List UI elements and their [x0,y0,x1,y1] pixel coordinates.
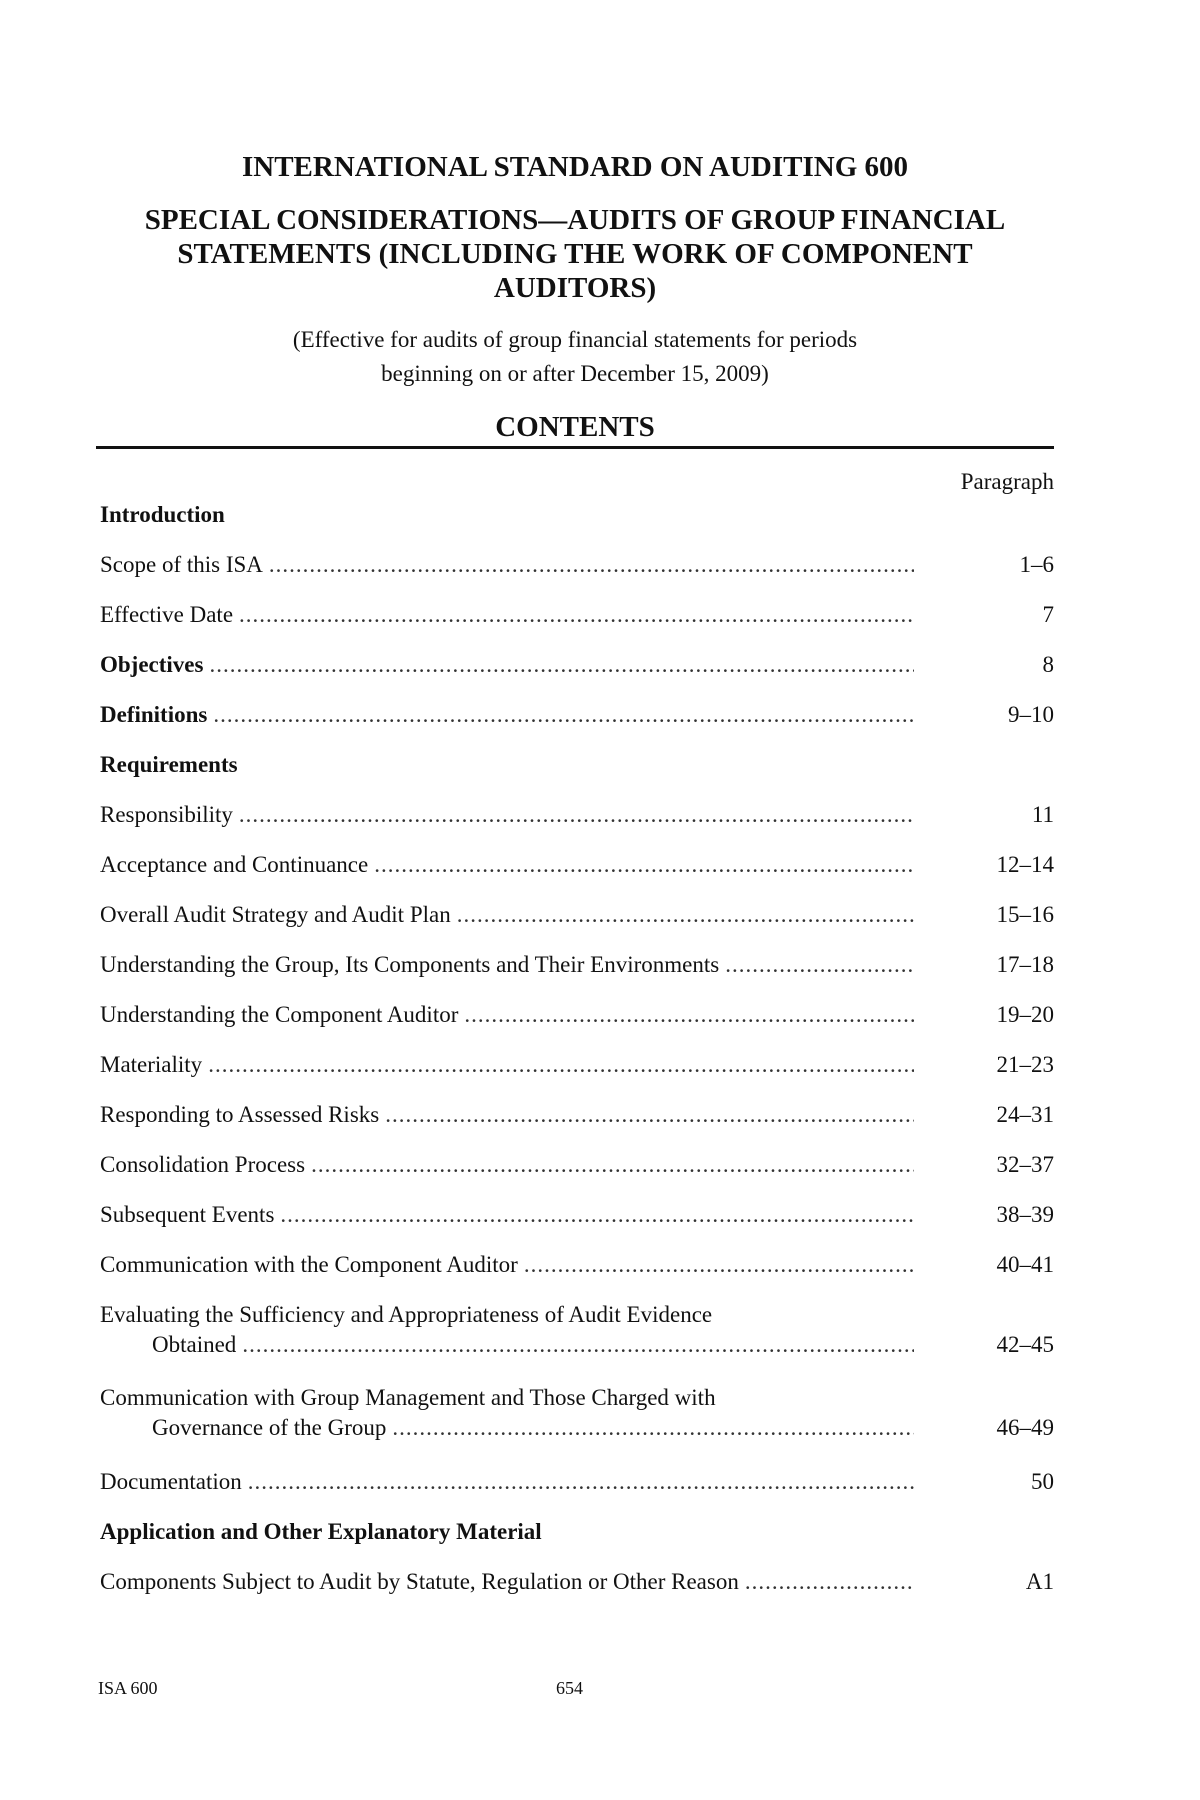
toc-entry [100,1567,1054,1597]
entry-line [100,1413,1054,1443]
standard-subtitle: SPECIAL CONSIDERATIONS—AUDITS OF GROUP FINANCIAL STATEMENTS (INCLUDING THE WORK OF COMPONENT AUDITORS) [144,204,1006,304]
dot-leader [374,850,914,880]
entry-label: Responsibility [100,802,233,827]
toc-entry [100,650,1054,680]
toc-section-heading [100,1517,1054,1547]
dot-leader [248,1467,914,1497]
toc-entry [100,800,1054,830]
entry-line [100,600,1054,630]
entry-line [100,850,1054,880]
contents-divider [96,446,1054,449]
dot-leader [464,1000,914,1030]
entry-paragraph-ref: 24–31 [996,1102,1054,1127]
entry-line [100,900,1054,930]
dot-leader [311,1150,914,1180]
toc-entry [100,1050,1054,1080]
dot-leader [269,550,914,580]
entry-paragraph-ref: 42–45 [996,1332,1054,1357]
section-label: Introduction [100,502,225,527]
contents-heading: CONTENTS [495,411,655,443]
entry-label: Acceptance and Continuance [100,852,369,877]
entry-label: Definitions [100,702,208,727]
toc-entry [100,1250,1054,1280]
entry-label: Consolidation Process [100,1152,306,1177]
entry-label-line-1: Evaluating the Sufficiency and Appropriateness of Audit Evidence [100,1302,713,1327]
effective-note-line-1: (Effective for audits of group financial statements for periods [292,327,858,352]
entry-label: Governance of the Group [152,1415,387,1440]
paragraph-column-header: Paragraph [960,469,1054,494]
entry-line [100,800,1054,830]
section-label: Application and Other Explanatory Material [100,1519,542,1544]
toc-section-heading [100,750,1054,780]
entry-line [100,1330,1054,1360]
standard-title: INTERNATIONAL STANDARD ON AUDITING 600 [241,151,909,183]
toc-entry [100,1200,1054,1230]
entry-paragraph-ref: 38–39 [996,1202,1054,1227]
toc-entry [100,1383,1054,1443]
entry-paragraph-ref: 7 [1042,602,1054,627]
entry-line [100,1050,1054,1080]
dot-leader [239,800,914,830]
dot-leader [725,950,914,980]
entry-paragraph-ref: 50 [1031,1469,1054,1494]
dot-leader [524,1250,914,1280]
entry-paragraph-ref: 15–16 [996,902,1054,927]
entry-paragraph-ref: 40–41 [996,1252,1054,1277]
entry-line [100,550,1054,580]
entry-label: Responding to Assessed Risks [100,1102,380,1127]
entry-label: Objectives [100,652,204,677]
dot-leader [209,650,914,680]
section-label: Requirements [100,752,238,777]
entry-paragraph-ref: 46–49 [996,1415,1054,1440]
footer-page-number: 654 [556,1678,583,1698]
dot-leader [745,1567,914,1597]
footer-standard-id: ISA 600 [98,1678,158,1698]
toc-entry [100,700,1054,730]
entry-label: Effective Date [100,602,234,627]
dot-leader [208,1050,914,1080]
entry-line [100,1200,1054,1230]
entry-paragraph-ref: 17–18 [996,952,1054,977]
entry-paragraph-ref: 11 [1031,802,1054,827]
entry-label: Understanding the Group, Its Components and Their Environments [100,952,720,977]
toc-entry [100,850,1054,880]
entry-line [100,1467,1054,1497]
dot-leader [392,1413,914,1443]
entry-line [100,1100,1054,1130]
entry-line [100,950,1054,980]
dot-leader [239,600,914,630]
dot-leader [457,900,914,930]
entry-line [100,1567,1054,1597]
entry-label: Understanding the Component Auditor [100,1002,459,1027]
entry-paragraph-ref: 19–20 [996,1002,1054,1027]
dot-leader [213,700,914,730]
dot-leader [385,1100,914,1130]
effective-note-line-2: beginning on or after December 15, 2009) [381,361,769,386]
entry-paragraph-ref: 12–14 [996,852,1054,877]
entry-label: Components Subject to Audit by Statute, Regulation or Other Reason [100,1569,739,1594]
entry-label: Documentation [100,1469,242,1494]
toc-entry [100,1000,1054,1030]
dot-leader [242,1330,914,1360]
toc-entry [100,1467,1054,1497]
entry-label: Communication with the Component Auditor [100,1252,518,1277]
entry-label: Scope of this ISA [100,552,263,577]
entry-label: Obtained [152,1332,237,1357]
entry-line [100,1250,1054,1280]
entry-label: Materiality [100,1052,203,1077]
entry-paragraph-ref: 8 [1042,652,1054,677]
effective-date-note [120,323,1030,391]
entry-line [100,650,1054,680]
entry-label-line-1: Communication with Group Management and Those Charged with [100,1385,716,1410]
toc-entry [100,550,1054,580]
toc-entry [100,950,1054,980]
entry-paragraph-ref: 32–37 [996,1152,1054,1177]
toc-entry [100,1300,1054,1360]
entry-paragraph-ref: 9–10 [1008,702,1054,727]
entry-label: Subsequent Events [100,1202,275,1227]
entry-paragraph-ref: 1–6 [1019,552,1054,577]
entry-label: Overall Audit Strategy and Audit Plan [100,902,451,927]
toc-entry [100,1150,1054,1180]
dot-leader [280,1200,914,1230]
entry-paragraph-ref: A1 [1025,1569,1054,1594]
entry-line [100,1000,1054,1030]
entry-line [100,700,1054,730]
entry-paragraph-ref: 21–23 [996,1052,1054,1077]
toc-section-heading [100,500,1054,530]
toc-entry [100,600,1054,630]
toc-entry [100,1100,1054,1130]
toc-entry [100,900,1054,930]
entry-line [100,1150,1054,1180]
